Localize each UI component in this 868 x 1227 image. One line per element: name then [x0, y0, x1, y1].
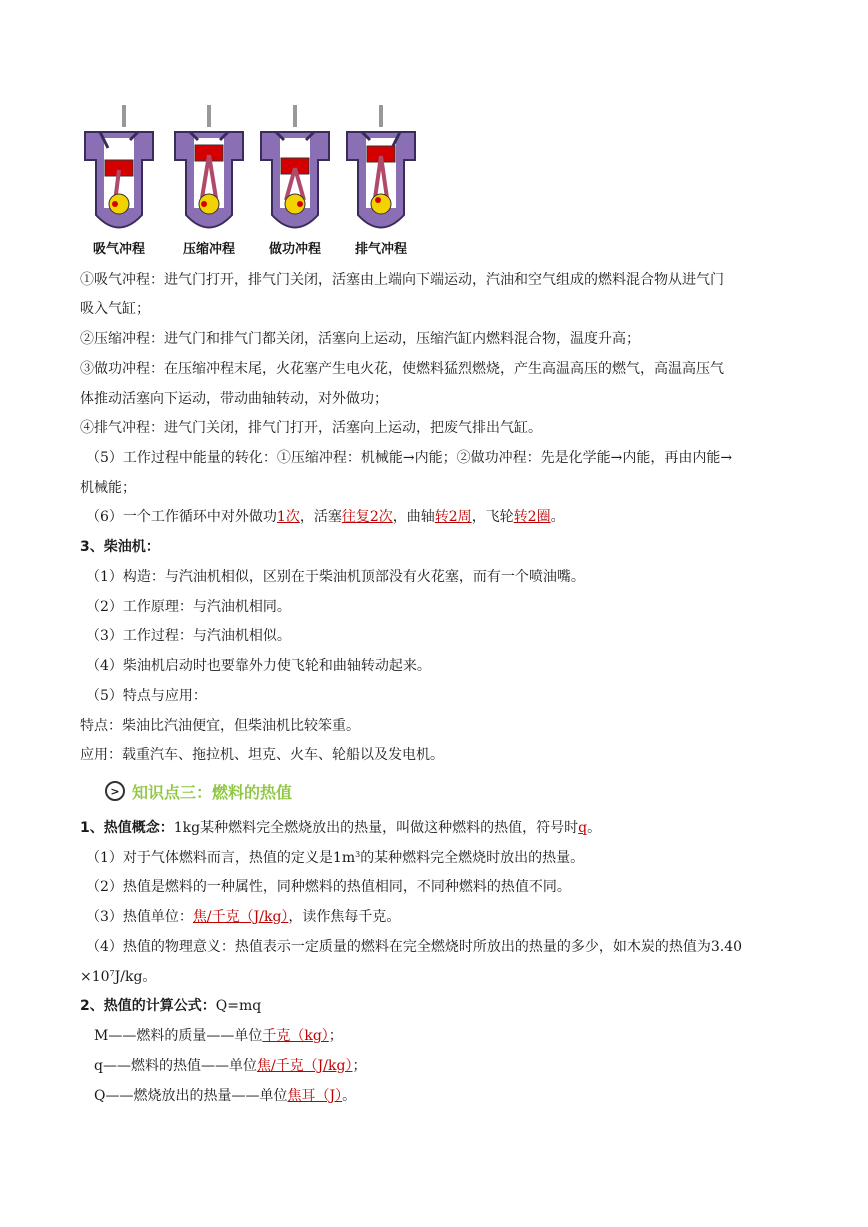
unit-suffix: ，读作焦每千克。	[288, 909, 401, 925]
heat-value-definition	[80, 818, 792, 838]
diesel-process: （3）工作过程：与汽油机相似。	[86, 628, 291, 644]
heat-value-unit	[86, 907, 798, 927]
engine-strokes-figure	[80, 100, 420, 260]
mass-unit-answer: 千克（kg）	[262, 1028, 329, 1044]
work-cycle-end: 。	[550, 509, 565, 525]
diesel-start: （4）柴油机启动时也要靠外力使飞轮和曲轴转动起来。	[86, 658, 431, 674]
charcoal-sup: 7	[109, 969, 115, 978]
Q-prefix: Q——燃烧放出的热量——单位	[94, 1088, 288, 1104]
power-stroke-text-cont: 体推动活塞向下运动，带动曲轴转动，对外做功；	[80, 391, 388, 407]
heat-value-end: 。	[587, 820, 602, 836]
engine-intake-stroke	[80, 100, 158, 260]
work-cycle-flywheel: ，飞轮	[471, 509, 514, 525]
chevron-right-circle-icon: >	[105, 781, 125, 801]
heat-value-symbol: q	[578, 820, 588, 836]
formula-label: 2、热值的计算公式：	[80, 998, 216, 1014]
q-unit-answer: 焦/千克（J/kg）	[256, 1058, 353, 1074]
engine-diagram-icon	[256, 100, 334, 235]
caption-exhaust: 排气冲程	[354, 242, 407, 257]
work-cycle-crank: ，曲轴	[392, 509, 435, 525]
unit-prefix: （3）热值单位：	[86, 909, 193, 925]
diesel-principle: （2）工作原理：与汽油机相同。	[86, 599, 291, 615]
intake-stroke-text-cont: 吸入气缸；	[80, 301, 150, 317]
charcoal-b: J/kg。	[114, 969, 157, 985]
Q-suffix: 。	[342, 1088, 357, 1104]
heat-value-unit-line	[94, 1056, 806, 1076]
heat-value-text: 1kg某种燃料完全燃烧放出的热量，叫做这种燃料的热值，符号时	[173, 820, 579, 836]
engine-exhaust-stroke	[342, 100, 420, 260]
engine-diagram-icon	[342, 100, 420, 235]
Q-unit-answer: 焦耳（J）	[287, 1088, 343, 1104]
section-heading	[80, 778, 292, 804]
mass-suffix: ；	[328, 1028, 343, 1044]
work-cycle-text	[86, 507, 798, 527]
formula: Q=mq	[215, 998, 262, 1014]
q-prefix: q——燃料的热值——单位	[94, 1058, 257, 1074]
heat-value-label: 1、热值概念：	[80, 820, 174, 836]
mass-unit-line	[94, 1026, 806, 1046]
crank-answer: 转2周	[434, 509, 472, 525]
diesel-features-heading: （5）特点与应用：	[86, 688, 207, 704]
engine-diagram-icon	[80, 100, 158, 235]
engine-power-stroke	[256, 100, 334, 260]
energy-conversion-text: （5）工作过程中能量的转化：①压缩冲程：机械能→内能；②做功冲程：先是化学能→内能，再由内能→	[86, 450, 733, 466]
work-cycle-prefix: （6）一个工作循环中对外做功	[86, 509, 277, 525]
caption-compression: 压缩冲程	[182, 242, 235, 257]
work-cycle-piston: ，活塞	[299, 509, 342, 525]
heat-formula-heading	[80, 996, 792, 1016]
gas-fuel-sup: 3	[355, 850, 361, 859]
power-stroke-text: ③做功冲程：在压缩冲程末尾，火花塞产生电火花，使燃料猛烈燃烧，产生高温高压的燃气，高温高压气	[80, 361, 724, 377]
energy-conversion-text-cont: 机械能；	[80, 480, 136, 496]
diesel-heading: 3、柴油机：	[80, 539, 160, 555]
heat-value-meaning-cont	[80, 967, 792, 987]
gas-fuel-a: （1）对于气体燃料而言，热值的定义是1m	[86, 850, 356, 866]
charcoal-a: ×10	[80, 969, 110, 985]
heat-unit-line	[94, 1086, 806, 1106]
engine-diagram-icon	[170, 100, 248, 235]
heat-value-property: （2）热值是燃料的一种属性，同种燃料的热值相同，不同种燃料的热值不同。	[86, 879, 571, 895]
caption-intake: 吸气冲程	[92, 242, 145, 257]
diesel-construction: （1）构造：与汽油机相似，区别在于柴油机顶部没有火花塞，而有一个喷油嘴。	[86, 569, 585, 585]
intake-stroke-text: ①吸气冲程：进气门打开，排气门关闭，活塞由上端向下端运动，汽油和空气组成的燃料混合物从进气门	[80, 272, 724, 288]
exhaust-stroke-text: ④排气冲程：进气门关闭，排气门打开，活塞向上运动，把废气排出气缸。	[80, 420, 542, 436]
gas-fuel-definition	[86, 848, 798, 868]
piston-answer: 往复2次	[341, 509, 393, 525]
diesel-applications: 应用：载重汽车、拖拉机、坦克、火车、轮船以及发电机。	[80, 747, 444, 763]
q-suffix: ；	[352, 1058, 367, 1074]
flywheel-answer: 转2圈	[513, 509, 551, 525]
section-title: 知识点三：燃料的热值	[132, 782, 293, 802]
caption-power: 做功冲程	[268, 242, 321, 257]
diesel-features: 特点：柴油比汽油便宜，但柴油机比较笨重。	[80, 718, 360, 734]
compression-stroke-text: ②压缩冲程：进气门和排气门都关闭，活塞向上运动，压缩汽缸内燃料混合物，温度升高；	[80, 331, 640, 347]
gas-fuel-b: 的某种燃料完全燃烧时放出的热量。	[360, 850, 585, 866]
unit-answer: 焦/千克（J/kg）	[192, 909, 289, 925]
heat-value-meaning: （4）热值的物理意义：热值表示一定质量的燃料在完全燃烧时所放出的热量的多少，如木炭的热值为3.40	[86, 939, 743, 955]
work-count-answer: 1次	[276, 509, 300, 525]
engine-compression-stroke	[170, 100, 248, 260]
mass-prefix: M——燃料的质量——单位	[94, 1028, 263, 1044]
